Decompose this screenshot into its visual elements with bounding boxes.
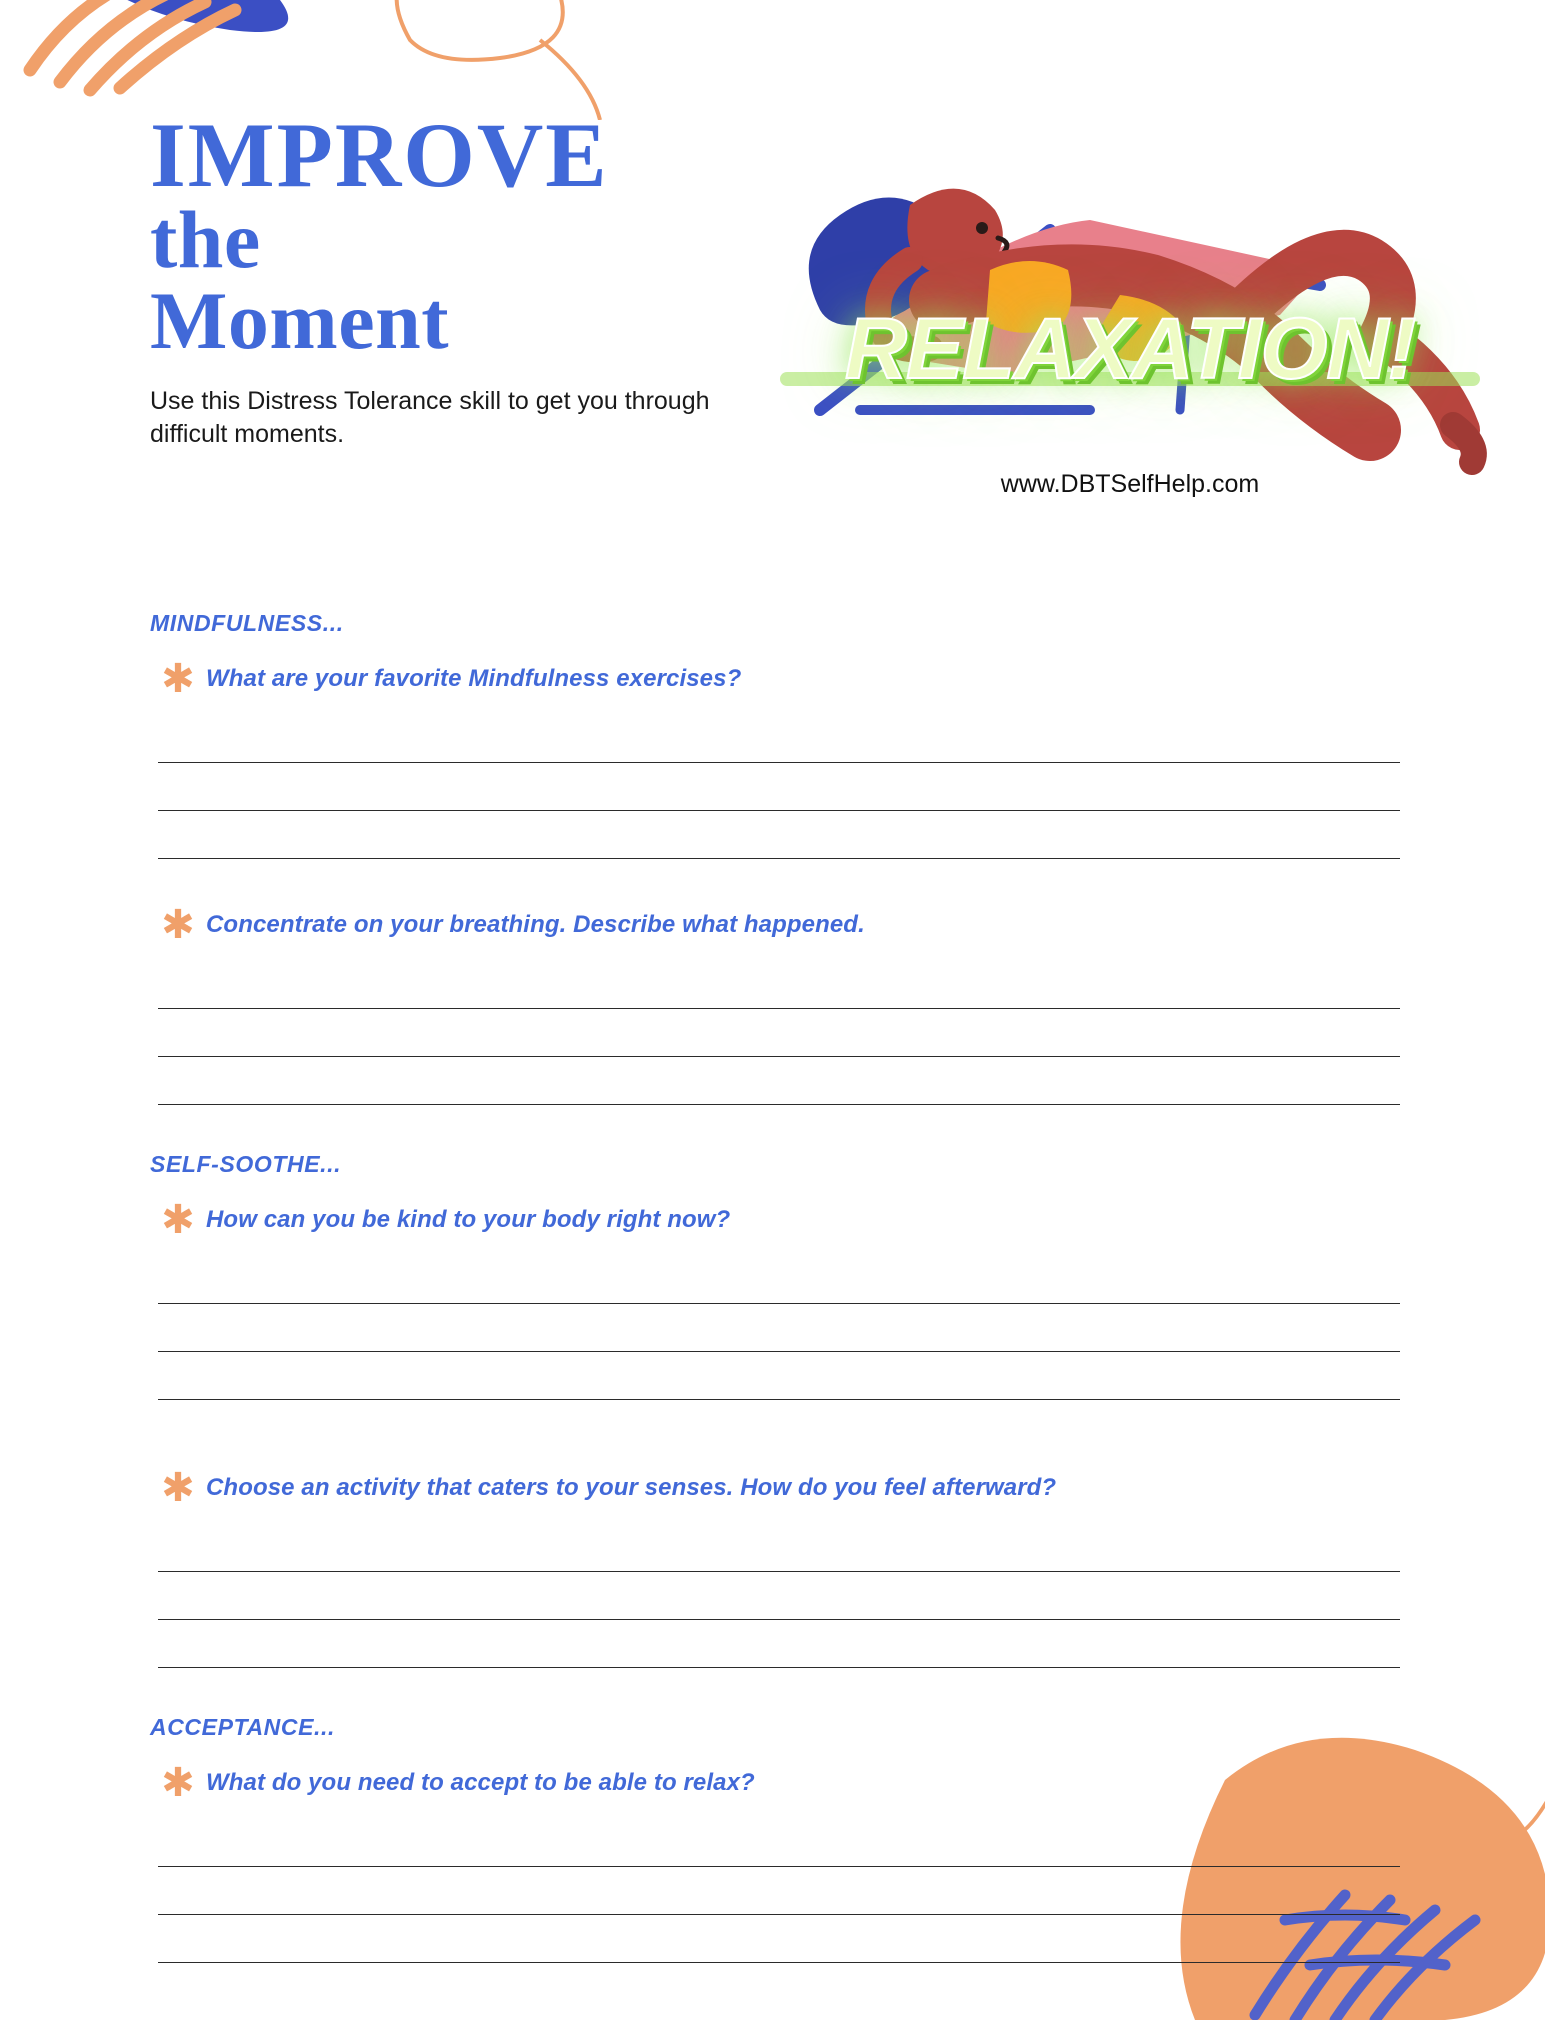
- answer-line[interactable]: [158, 1057, 1400, 1105]
- question-row: [150, 659, 1400, 699]
- answer-line[interactable]: [158, 1304, 1400, 1352]
- answer-line[interactable]: [158, 1352, 1400, 1400]
- answer-line[interactable]: [158, 1819, 1400, 1867]
- question-row: [150, 1200, 1400, 1240]
- question-text: What do you need to accept to be able to relax?: [206, 1769, 755, 1796]
- answer-line[interactable]: [158, 1620, 1400, 1668]
- section-heading: MINDFULNESS...: [150, 610, 344, 636]
- answer-line[interactable]: [158, 1009, 1400, 1057]
- title-line-1: IMPROVE: [150, 104, 609, 206]
- answer-line[interactable]: [158, 811, 1400, 859]
- relaxation-illustration: [760, 110, 1500, 510]
- page-subtitle: Use this Distress Tolerance skill to get you through difficult moments.: [150, 386, 710, 448]
- star-icon: ✱: [161, 903, 195, 947]
- section-mindfulness: [150, 610, 1400, 1105]
- answer-line[interactable]: [158, 1524, 1400, 1572]
- answer-line[interactable]: [158, 715, 1400, 763]
- star-icon: ✱: [161, 1198, 195, 1242]
- section-self-soothe: [150, 1151, 1400, 1668]
- answer-line[interactable]: [158, 763, 1400, 811]
- question-text: Concentrate on your breathing. Describe what happened.: [206, 911, 865, 938]
- section-heading: ACCEPTANCE...: [150, 1714, 335, 1740]
- answer-lines[interactable]: [158, 1524, 1400, 1668]
- section-heading: SELF-SOOTHE...: [150, 1151, 342, 1177]
- relaxation-word: RELAXATION!: [844, 301, 1416, 397]
- answer-line[interactable]: [158, 1572, 1400, 1620]
- website-url: www.DBTSelfHelp.com: [1000, 470, 1260, 498]
- star-icon: ✱: [161, 1466, 195, 1510]
- star-icon: ✱: [161, 1761, 195, 1805]
- answer-lines[interactable]: [158, 1256, 1400, 1400]
- star-icon: ✱: [161, 657, 195, 701]
- decorative-corner-art-top-left: [0, 0, 680, 120]
- question-text: How can you be kind to your body right now?: [206, 1206, 731, 1233]
- page-title: [150, 104, 770, 366]
- question-text: Choose an activity that caters to your senses. How do you feel afterward?: [206, 1474, 1057, 1501]
- worksheet-content: [150, 610, 1400, 2009]
- page-title-block: [150, 104, 770, 451]
- answer-line[interactable]: [158, 961, 1400, 1009]
- title-line-2: the: [150, 194, 261, 286]
- question-text: What are your favorite Mindfulness exercises?: [206, 665, 742, 692]
- answer-line[interactable]: [158, 1915, 1400, 1963]
- question-row: [150, 1468, 1400, 1508]
- answer-lines[interactable]: [158, 1819, 1400, 1963]
- section-acceptance: [150, 1714, 1400, 1963]
- title-line-3: Moment: [150, 274, 450, 366]
- answer-lines[interactable]: [158, 715, 1400, 859]
- question-row: [150, 1763, 1400, 1803]
- answer-line[interactable]: [158, 1256, 1400, 1304]
- answer-line[interactable]: [158, 1867, 1400, 1915]
- answer-lines[interactable]: [158, 961, 1400, 1105]
- question-row: [150, 905, 1400, 945]
